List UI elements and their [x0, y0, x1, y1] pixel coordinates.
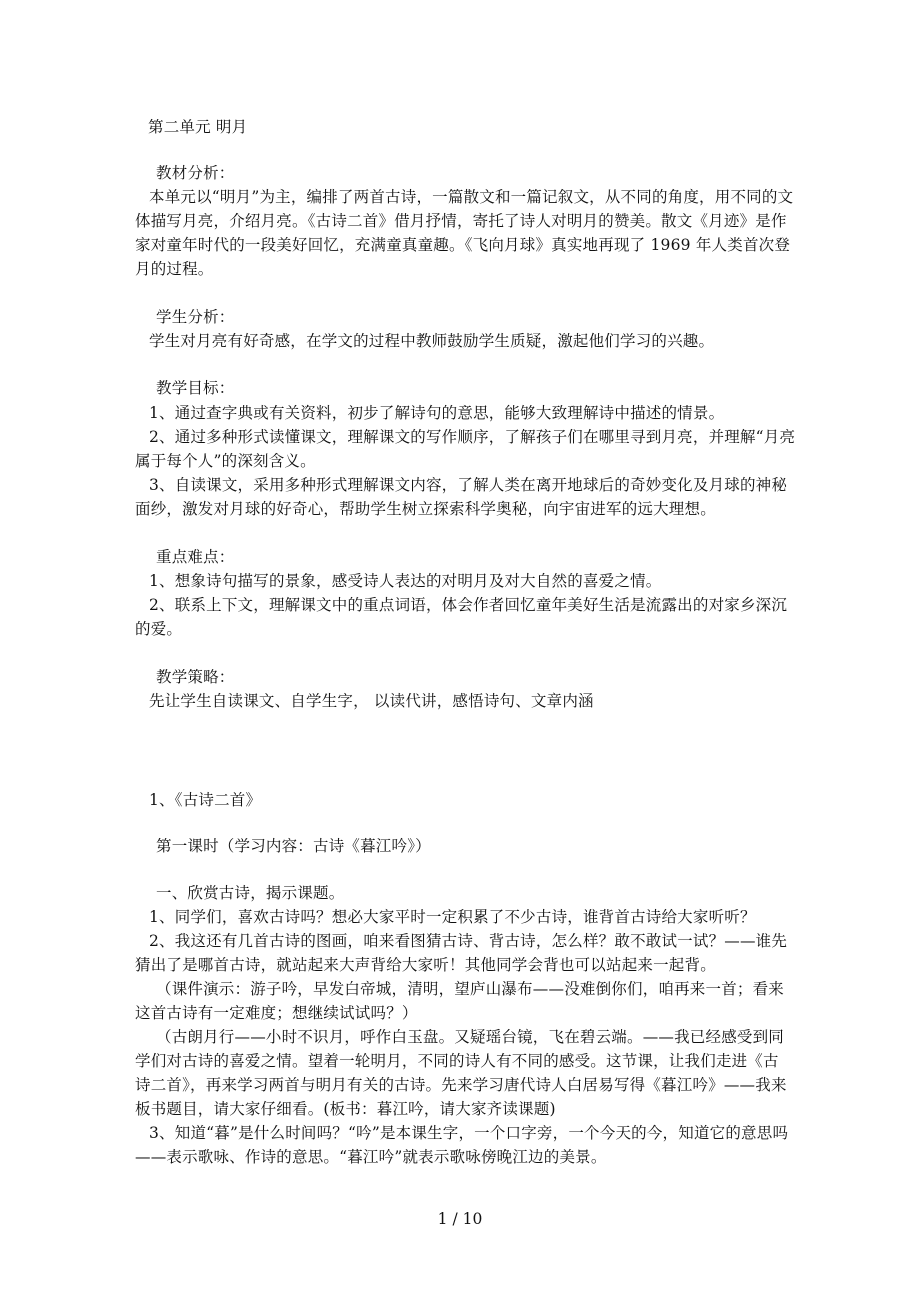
key-line: 的爱。 [135, 620, 183, 638]
material-line: 本单元以“明月”为主，编排了两首古诗，一篇散文和一篇记叙文，从不同的角度，用不同的文 [149, 188, 794, 206]
goals-heading: 教学目标： [156, 379, 235, 397]
step1-line: 板书题目，请大家仔细看。(板书：暮江吟，请大家齐读课题) [135, 1100, 556, 1118]
goals-line: 3、自读课文，采用多种形式理解课文内容，了解人类在离开地球后的奇妙变化及月球的神秘 [149, 476, 788, 494]
material-line: 体描写月亮，介绍月亮。《古诗二首》借月抒情，寄托了诗人对明月的赞美。散文《月迹》是作 [135, 212, 787, 230]
strategy-heading: 教学策略： [156, 668, 235, 686]
key-line: 1、想象诗句描写的景象，感受诗人表达的对明月及对大自然的喜爱之情。 [149, 572, 662, 590]
step1-line: 这首古诗有一定难度；想继续试试吗？） [135, 1004, 418, 1022]
period-title: 第一课时（学习内容：古诗《暮江吟》） [156, 837, 431, 855]
goals-line: 面纱，激发对月球的好奇心，帮助学生树立探索科学奥秘，向宇宙进军的远大理想。 [135, 500, 716, 518]
step1-line: 2、我这还有几首古诗的图画，咱来看图猜古诗、背古诗，怎么样？敢不敢试一试？——谁先 [149, 932, 788, 950]
key-heading: 重点难点： [156, 548, 235, 566]
step1-heading: 一、欣赏古诗，揭示课题。 [156, 884, 345, 902]
lesson-title: 1、《古诗二首》 [149, 791, 262, 809]
step1-line: ——表示歌咏、作诗的意思。“暮江吟”就表示歌咏傍晚江边的美景。 [135, 1148, 607, 1166]
step1-line: 3、知道“暮”是什么时间吗？“吟”是本课生字，一个口字旁，一个今天的今，知道它的意思吗 [149, 1124, 789, 1142]
student-line: 学生对月亮有好奇感，在学文的过程中教师鼓励学生质疑，激起他们学习的兴趣。 [149, 332, 715, 350]
material-line: 月的过程。 [135, 260, 214, 278]
material-heading: 教材分析： [156, 164, 235, 182]
step1-line: （古朗月行——小时不识月，呼作白玉盘。又疑瑶台镜，飞在碧云端。——我已经感受到同 [156, 1028, 785, 1046]
material-line: 家对童年时代的一段美好回忆，充满童真童趣。《飞向月球》真实地再现了 1969 年人类首次登 [135, 236, 791, 254]
page-indicator: 1 / 10 [437, 1210, 483, 1228]
step1-line: 猜出了是哪首古诗，就站起来大声背给大家听！其他同学会背也可以站起来一起背。 [135, 956, 716, 974]
step1-line: （课件演示：游子吟，早发白帝城，清明，望庐山瀑布——没难倒你们，咱再来一首；看来 [156, 980, 785, 998]
goals-line: 2、通过多种形式读懂课文，理解课文的写作顺序，了解孩子们在哪里寻到月亮，并理解“月亮 [149, 428, 796, 446]
goals-line: 1、通过查字典或有关资料，初步了解诗句的意思，能够大致理解诗中描述的情景。 [149, 404, 725, 422]
step1-line: 1、同学们，喜欢古诗吗？想必大家平时一定积累了不少古诗，谁背首古诗给大家听听？ [149, 908, 756, 926]
key-line: 2、联系上下文，理解课文中的重点词语，体会作者回忆童年美好生活是流露出的对家乡深沉 [149, 596, 788, 614]
student-heading: 学生分析： [156, 308, 235, 326]
unit-title: 第二单元 明月 [148, 118, 248, 136]
step1-line: 学们对古诗的喜爱之情。望着一轮明月，不同的诗人有不同的感受。这节课，让我们走进《古 [135, 1052, 779, 1070]
goals-line: 属于每个人”的深刻含义。 [135, 452, 316, 470]
strategy-line: 先让学生自读课文、自学生字， 以读代讲，感悟诗句、文章内涵 [149, 692, 594, 710]
step1-line: 诗二首》，再来学习两首与明月有关的古诗。先来学习唐代诗人白居易写得《暮江吟》——我来 [135, 1076, 787, 1094]
